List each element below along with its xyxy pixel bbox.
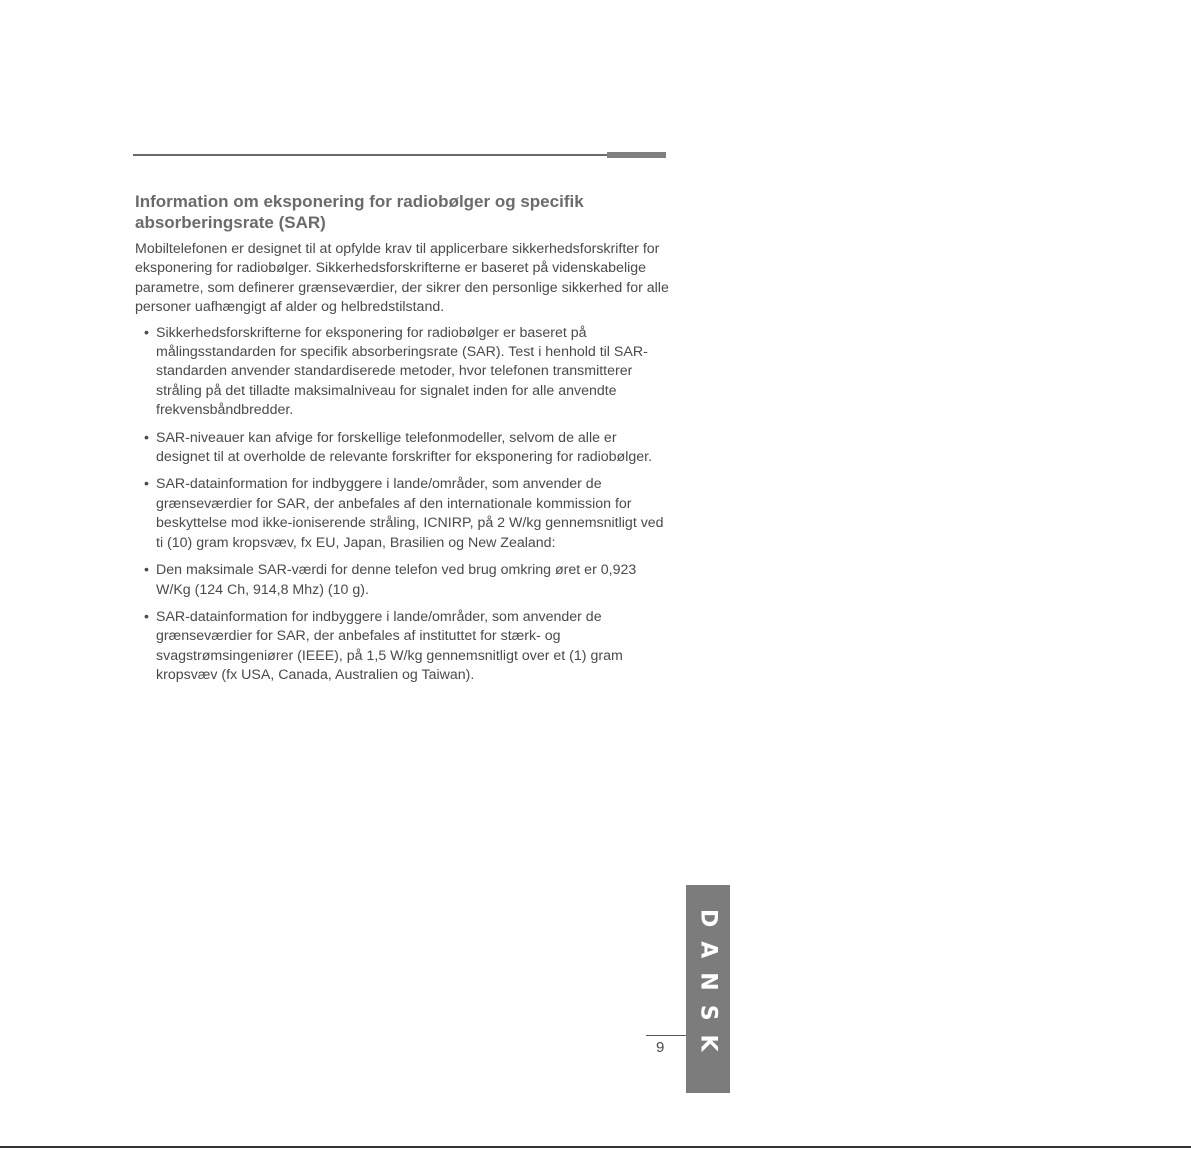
page-number-rule	[646, 1035, 686, 1036]
header-rule	[133, 154, 666, 156]
bullet-text: Den maksimale SAR-værdi for denne telefon ved brug omkring øret er 0,923 W/Kg (124 Ch, 914,8 Mhz) (10 g).	[156, 562, 637, 598]
intro-paragraph: Mobiltelefonen er designet til at opfylde krav til applicerbare sikkerhedsforskrifter for eksponering for radiobølger. Sikkerhedsforskrifterne er baseret på videnskabelige parametre, som definerer grænseværdier, der sikrer den personlige sikkerhed for alle personer uafhængigt af alder og helbredstilstand.	[135, 241, 669, 316]
bullet-icon: •	[144, 476, 149, 493]
bullet-list	[135, 324, 670, 686]
bullet-text: SAR-datainformation for indbyggere i lande/områder, som anvender de grænseværdier for SAR, der anbefales af instituttet for stærk- og svagstrømsingeniører (IEEE), på 1,5 W/kg gennemsnitligt over et (1) gram kropsvæv (fx USA, Canada, Australien og Taiwan).	[156, 608, 623, 684]
language-tab	[686, 885, 730, 1093]
bullet-icon: •	[144, 562, 149, 579]
language-tab-label: DANSK	[695, 909, 721, 1066]
page-number: 9	[656, 1039, 665, 1056]
bullet-item-icnirp	[135, 475, 670, 553]
header-rule-accent	[607, 152, 666, 158]
bullet-item-model-variation	[135, 429, 670, 468]
bullet-item-max-sar-value	[135, 561, 670, 600]
bullet-icon: •	[144, 608, 149, 625]
bullet-item-ieee	[135, 608, 670, 686]
bullet-item-test-standard	[135, 324, 670, 421]
section-title: Information om eksponering for radiobølger og specifik absorberingsrate (SAR)	[135, 192, 584, 232]
bullet-icon: •	[144, 324, 149, 341]
sar-section	[135, 191, 670, 694]
bullet-icon: •	[144, 429, 149, 446]
bullet-text: Sikkerhedsforskrifterne for eksponering for radiobølger er baseret på målingsstandarden for specifik absorberingsrate (SAR). Test i henhold til SAR-standarden anvender standardiserede metoder, hvor telefonen transmitterer stråling på det tilladte maksimalniveau for signalet inden for alle anvendte frekvensbåndbredder.	[156, 324, 648, 419]
page-bottom-rule	[0, 1146, 1191, 1148]
bullet-text: SAR-niveauer kan afvige for forskellige telefonmodeller, selvom de alle er designet til at overholde de relevante forskrifter for eksponering for radiobølger.	[156, 429, 653, 466]
bullet-text: SAR-datainformation for indbyggere i lande/områder, som anvender de grænseværdier for SAR, der anbefales af den internationale kommission for beskyttelse mod ikke-ioniserende stråling, ICNIRP, på 2 W/kg gennemsnitligt ved ti (10) gram kropsvæv, fx EU, Japan, Brasilien og New Zealand:	[156, 476, 664, 551]
